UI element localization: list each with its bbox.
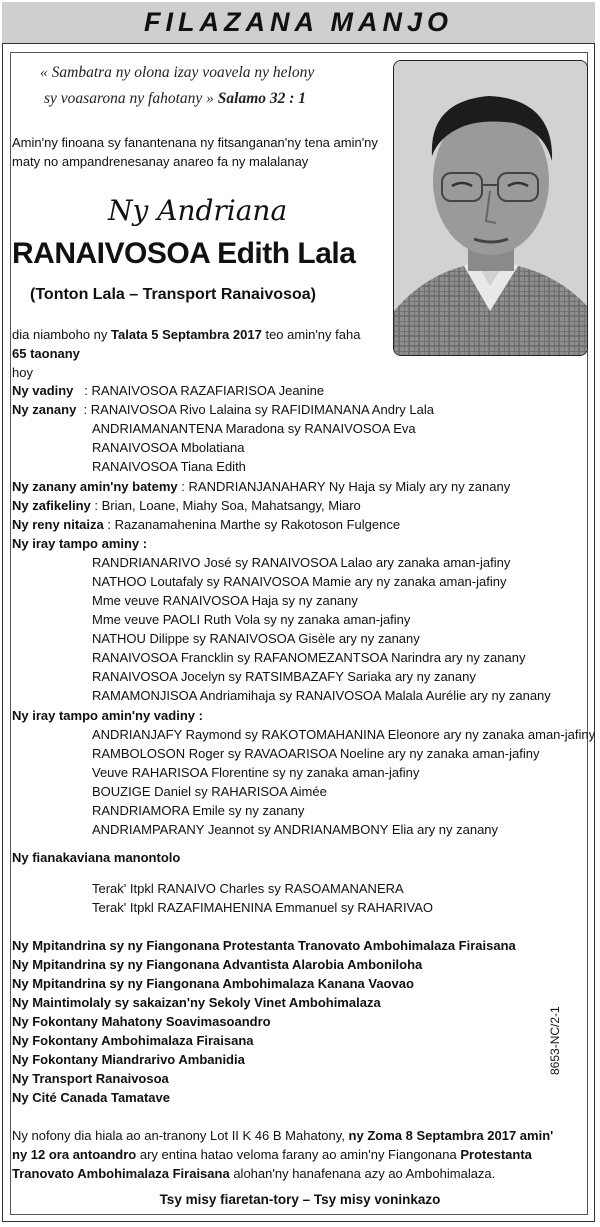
children-value-1: : RANAIVOSOA Rivo Lalaina sy RAFIDIMANANA Andry Lala xyxy=(83,402,434,417)
children-row xyxy=(12,402,434,417)
children-value-4: RANAIVOSOA Tiana Edith xyxy=(92,459,246,474)
in-law-siblings-label: Ny iray tampo amin'ny vadiny : xyxy=(12,708,203,723)
children-value-3: RANAIVOSOA Mbolatiana xyxy=(92,440,245,455)
footer-note: Tsy misy fiaretan-tory – Tsy misy voninkazo xyxy=(159,1192,441,1207)
grandchildren-row xyxy=(12,498,361,513)
portrait-photo xyxy=(393,60,588,356)
grandchildren-value: : Brian, Loane, Miahy Soa, Mahatsangy, Miaro xyxy=(94,498,361,513)
organization-entry: Ny Mpitandrina sy ny Fiangonana Protestanta Tranovato Ambohimalaza Firaisana xyxy=(12,938,516,953)
in-law-sibling-entry: ANDRIANJAFY Raymond sy RAKOTOMAHANINA Eleonore ary ny zanaka aman-jafiny xyxy=(92,727,596,742)
organization-entry: Ny Cité Canada Tamatave xyxy=(12,1090,170,1105)
verse-line-2 xyxy=(44,90,306,108)
grandchildren-label: Ny zafikeliny xyxy=(12,498,91,513)
organization-entry: Ny Mpitandrina sy ny Fiangonana Advantista Alarobia Amboniloha xyxy=(12,957,423,972)
verse-reference: Salamo 32 : 1 xyxy=(217,90,307,107)
deceased-nickname: (Tonton Lala – Transport Ranaivosoa) xyxy=(30,286,316,303)
death-date: Talata 5 Septambra 2017 xyxy=(111,327,262,342)
in-law-sibling-entry: Veuve RAHARISOA Florentine sy ny zanaka aman-jafiny xyxy=(92,765,420,780)
organization-entry: Ny Maintimolaly sy sakaizan'ny Sekoly Vinet Ambohimalaza xyxy=(12,995,381,1010)
deceased-name: RANAIVOSOA Edith Lala xyxy=(12,237,356,270)
intro-line-1: Amin'ny finoana sy fanantenana ny fitsanganan'ny tena amin'ny xyxy=(12,135,378,150)
foster-mother-row xyxy=(12,517,400,532)
children-value-2: ANDRIAMANANTENA Maradona sy RANAIVOSOA Eva xyxy=(92,421,416,436)
sibling-entry: NATHOO Loutafaly sy RANAIVOSOA Mamie ary ny zanaka aman-jafiny xyxy=(92,574,507,589)
organization-entry: Ny Fokontany Miandrarivo Ambanidia xyxy=(12,1052,245,1067)
spouse-row xyxy=(12,383,324,398)
sibling-entry: RANAIVOSOA Jocelyn sy RATSIMBAZAFY Sariaka ary ny zanany xyxy=(92,669,476,684)
death-age: 65 taonany xyxy=(12,346,80,361)
death-text-2: teo amin'ny faha xyxy=(265,327,361,342)
sibling-entry: NATHOU Dilippe sy RANAIVOSOA Gisèle ary ny zanany xyxy=(92,631,420,646)
siblings-label: Ny iray tampo aminy : xyxy=(12,536,148,551)
foster-mother-value: : Razanamahenina Marthe sy Rakotoson Fulgence xyxy=(107,517,401,532)
organization-entry: Ny Mpitandrina sy ny Fiangonana Ambohimalaza Kanana Vaovao xyxy=(12,976,414,991)
spouse-label: Ny vadiny xyxy=(12,383,74,398)
funeral-line-1 xyxy=(12,1128,553,1143)
funeral-text: ary entina hatao veloma farany ao amin'ny Fiangonana xyxy=(139,1147,457,1162)
intro-line-2: maty no ampandrenesanay anareo fa ny malalanay xyxy=(12,154,309,169)
reference-code: 8653-NC/2-1 xyxy=(548,1006,562,1075)
death-announcement xyxy=(12,325,360,344)
funeral-date: ny Zoma 8 Septambra 2017 amin' xyxy=(348,1128,554,1143)
funeral-text: alohan'ny hanafenana azy ao Ambohimalaza. xyxy=(233,1166,496,1181)
banner-title: FILAZANA MANJO xyxy=(144,7,453,37)
descendants-entry: Terak' Itpkl RANAIVO Charles sy RASOAMANANERA xyxy=(92,881,404,896)
in-law-sibling-entry: RAMBOLOSON Roger sy RAVAOARISOA Noeline ary ny zanaka aman-jafiny xyxy=(92,746,540,761)
sibling-entry: Mme veuve PAOLI Ruth Vola sy ny zanaka aman-jafiny xyxy=(92,612,411,627)
funeral-church-1: Protestanta xyxy=(460,1147,532,1162)
funeral-time: ny 12 ora antoandro xyxy=(12,1147,137,1162)
sibling-entry: RANDRIANARIVO José sy RANAIVOSOA Lalao ary zanaka aman-jafiny xyxy=(92,555,511,570)
death-text-1: dia niamboho ny xyxy=(12,327,108,342)
in-law-sibling-entry: RANDRIAMORA Emile sy ny zanany xyxy=(92,803,305,818)
children-label: Ny zanany xyxy=(12,402,77,417)
in-law-sibling-entry: ANDRIAMPARANY Jeannot sy ANDRIANAMBONY Elia ary ny zanany xyxy=(92,822,499,837)
verse-line-1: « Sambatra ny olona izay voavela ny helony xyxy=(40,64,315,81)
foster-mother-label: Ny reny nitaiza xyxy=(12,517,104,532)
organization-entry: Ny Fokontany Ambohimalaza Firaisana xyxy=(12,1033,254,1048)
sibling-entry: RAMAMONJISOA Andriamihaja sy RANAIVOSOA Malala Aurélie ary ny zanany xyxy=(92,688,551,703)
funeral-text: Ny nofony dia hiala ao an-tranony Lot II K 46 B Mahatony, xyxy=(12,1128,345,1143)
portrait-image xyxy=(394,61,587,355)
funeral-line-3 xyxy=(12,1166,495,1181)
honorific: Ny Andriana xyxy=(108,194,288,227)
whole-family-label: Ny fianakaviana manontolo xyxy=(12,850,181,865)
in-law-sibling-entry: BOUZIGE Daniel sy RAHARISOA Aimée xyxy=(92,784,327,799)
death-text-3: hoy xyxy=(12,365,33,380)
godchildren-row xyxy=(12,479,510,494)
godchildren-value: : RANDRIANJANAHARY Ny Haja sy Mialy ary ny zanany xyxy=(181,479,511,494)
descendants-entry: Terak' Itpkl RAZAFIMAHENINA Emmanuel sy RAHARIVAO xyxy=(92,900,434,915)
godchildren-label: Ny zanany amin'ny batemy xyxy=(12,479,178,494)
funeral-line-2 xyxy=(12,1147,532,1162)
verse-text: sy voasarona ny fahotany » xyxy=(44,90,214,107)
funeral-church-2: Tranovato Ambohimalaza Firaisana xyxy=(12,1166,230,1181)
banner xyxy=(2,2,595,44)
organization-entry: Ny Fokontany Mahatony Soavimasoandro xyxy=(12,1014,271,1029)
sibling-entry: RANAIVOSOA Francklin sy RAFANOMEZANTSOA Narindra ary ny zanany xyxy=(92,650,526,665)
spouse-value: : RANAIVOSOA RAZAFIARISOA Jeanine xyxy=(84,383,325,398)
sibling-entry: Mme veuve RANAIVOSOA Haja sy ny zanany xyxy=(92,593,358,608)
organization-entry: Ny Transport Ranaivosoa xyxy=(12,1071,169,1086)
